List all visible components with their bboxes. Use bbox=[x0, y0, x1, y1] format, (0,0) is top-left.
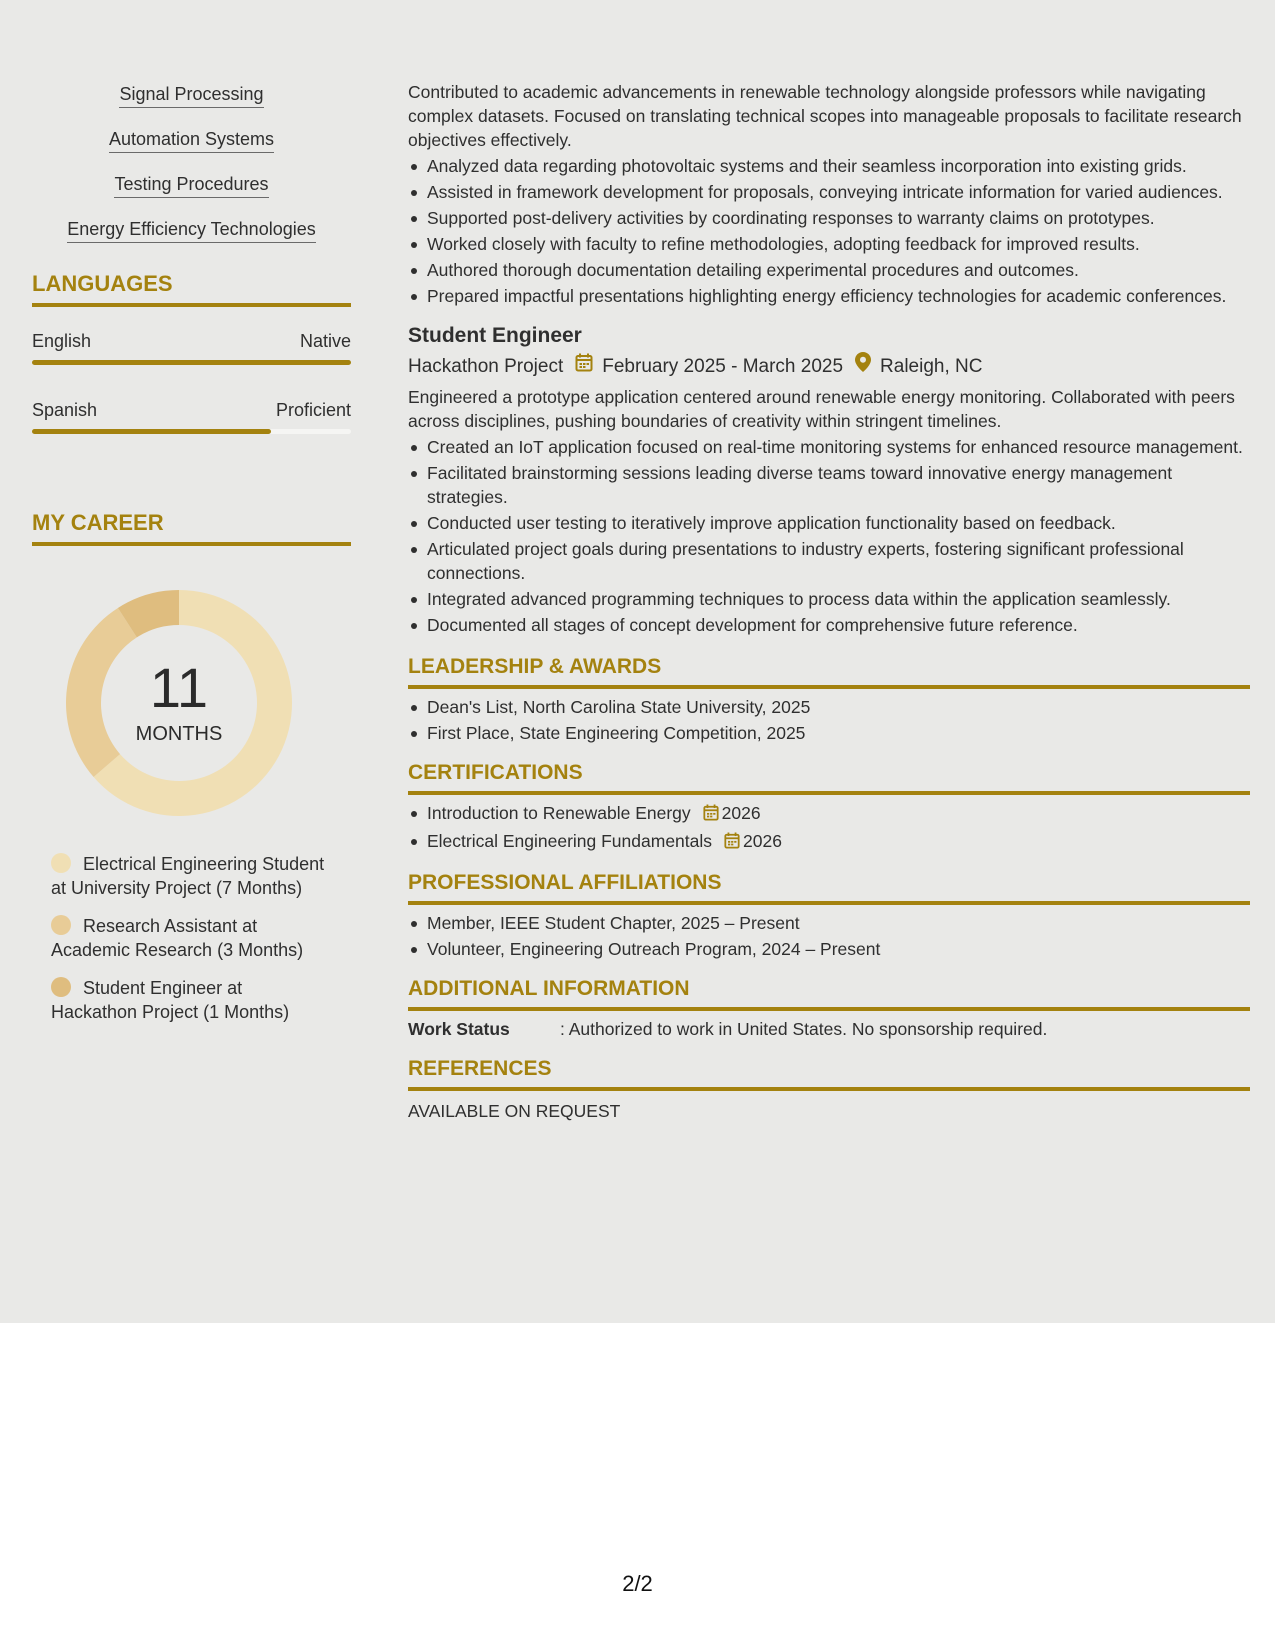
job-title: Student Engineer bbox=[408, 324, 582, 347]
references-text: AVAILABLE ON REQUEST bbox=[408, 1101, 621, 1121]
language-name: Spanish bbox=[32, 400, 98, 420]
certifications-list bbox=[408, 801, 1250, 855]
leadership-heading: LEADERSHIP & AWARDS bbox=[408, 655, 1250, 689]
location-pin-icon bbox=[855, 352, 871, 381]
legend-swatch bbox=[51, 915, 71, 935]
list-item: Volunteer, Engineering Outreach Program, 2024 – Present bbox=[408, 937, 1250, 961]
calendar-icon bbox=[724, 831, 740, 855]
calendar-icon bbox=[703, 803, 719, 827]
language-bar-fill bbox=[32, 429, 271, 434]
legend-item: Research Assistant at Academic Research (3 Months) bbox=[51, 916, 304, 960]
language-bar bbox=[32, 429, 351, 434]
list-item: Member, IEEE Student Chapter, 2025 – Present bbox=[408, 911, 1250, 935]
work-status-value: : Authorized to work in United States. No sponsorship required. bbox=[560, 1019, 1048, 1039]
certifications-heading: CERTIFICATIONS bbox=[408, 761, 1250, 795]
additional-info-heading: ADDITIONAL INFORMATION bbox=[408, 977, 1250, 1011]
leadership-list bbox=[408, 695, 1250, 745]
list-item: Worked closely with faculty to refine methodologies, adopting feedback for improved results. bbox=[408, 232, 1250, 256]
job-meta bbox=[408, 352, 1250, 381]
job-dates: February 2025 - March 2025 bbox=[602, 355, 844, 377]
list-item: Facilitated brainstorming sessions leading diverse teams toward innovative energy management strategies. bbox=[408, 461, 1250, 509]
right-column bbox=[408, 80, 1250, 1122]
affiliations-heading: PROFESSIONAL AFFILIATIONS bbox=[408, 871, 1250, 905]
career-legend bbox=[51, 852, 331, 1024]
donut-total-unit: MONTHS bbox=[135, 723, 223, 745]
list-item: Prepared impactful presentations highlighting energy efficiency technologies for academic conferences. bbox=[408, 284, 1250, 308]
job-location: Raleigh, NC bbox=[880, 355, 983, 377]
language-english bbox=[32, 329, 351, 365]
list-item: Analyzed data regarding photovoltaic systems and their seamless incorporation into existing grids. bbox=[408, 154, 1250, 178]
job-summary: Contributed to academic advancements in renewable technology alongside professors while navigating complex datasets. Focused on translating technical scopes into manageable proposals to facilitate research objectives effectively. bbox=[408, 82, 1242, 150]
language-level: Proficient bbox=[275, 400, 351, 420]
list-item: First Place, State Engineering Competition, 2025 bbox=[408, 721, 1250, 745]
legend-item: Student Engineer at Hackathon Project (1 Months) bbox=[51, 978, 290, 1022]
job-bullets bbox=[408, 154, 1250, 308]
list-item: Dean's List, North Carolina State University, 2025 bbox=[408, 695, 1250, 719]
job-summary: Engineered a prototype application centered around renewable energy monitoring. Collaborated with peers across disciplines, pushing boundaries of creativity within stringent timelines. bbox=[408, 387, 1235, 431]
calendar-icon bbox=[575, 353, 593, 381]
language-level: Native bbox=[299, 331, 351, 351]
legend-swatch bbox=[51, 977, 71, 997]
affiliations-list bbox=[408, 911, 1250, 961]
job-company: Hackathon Project bbox=[408, 355, 564, 377]
career-heading: MY CAREER bbox=[32, 510, 351, 546]
references-heading: REFERENCES bbox=[408, 1057, 1250, 1091]
list-item: Supported post-delivery activities by coordinating responses to warranty claims on prototypes. bbox=[408, 206, 1250, 230]
language-bar bbox=[32, 360, 351, 365]
donut-total-value: 11 bbox=[149, 656, 209, 719]
list-item: Integrated advanced programming techniques to process data within the application seamlessly. bbox=[408, 587, 1250, 611]
skill-item: Automation Systems bbox=[32, 127, 351, 153]
legend-item: Electrical Engineering Student at University Project (7 Months) bbox=[51, 854, 325, 898]
career-donut-chart bbox=[66, 590, 292, 816]
work-status-label: Work Status bbox=[408, 1019, 510, 1039]
list-item: Documented all stages of concept development for comprehensive future reference. bbox=[408, 613, 1250, 637]
skills-list bbox=[32, 82, 351, 243]
list-item: Authored thorough documentation detailing experimental procedures and outcomes. bbox=[408, 258, 1250, 282]
skill-item: Energy Efficiency Technologies bbox=[32, 217, 351, 243]
list-item: Assisted in framework development for proposals, conveying intricate information for varied audiences. bbox=[408, 180, 1250, 204]
language-name: English bbox=[32, 331, 92, 351]
page-number: 2/2 bbox=[622, 1571, 653, 1596]
list-item: Introduction to Renewable Energy 2026 bbox=[408, 801, 1250, 827]
skill-item: Signal Processing bbox=[32, 82, 351, 108]
language-spanish bbox=[32, 398, 351, 434]
list-item: Electrical Engineering Fundamentals 2026 bbox=[408, 829, 1250, 855]
language-bar-fill bbox=[32, 360, 351, 365]
left-column bbox=[32, 82, 351, 1038]
languages-heading: LANGUAGES bbox=[32, 271, 351, 307]
list-item: Created an IoT application focused on real-time monitoring systems for enhanced resource management. bbox=[408, 435, 1250, 459]
work-status-row bbox=[408, 1017, 1250, 1041]
list-item: Conducted user testing to iteratively improve application functionality based on feedback. bbox=[408, 511, 1250, 535]
list-item: Articulated project goals during presentations to industry experts, fostering significant professional connections. bbox=[408, 537, 1250, 585]
skill-item: Testing Procedures bbox=[32, 172, 351, 198]
job-bullets bbox=[408, 435, 1250, 637]
legend-swatch bbox=[51, 853, 71, 873]
